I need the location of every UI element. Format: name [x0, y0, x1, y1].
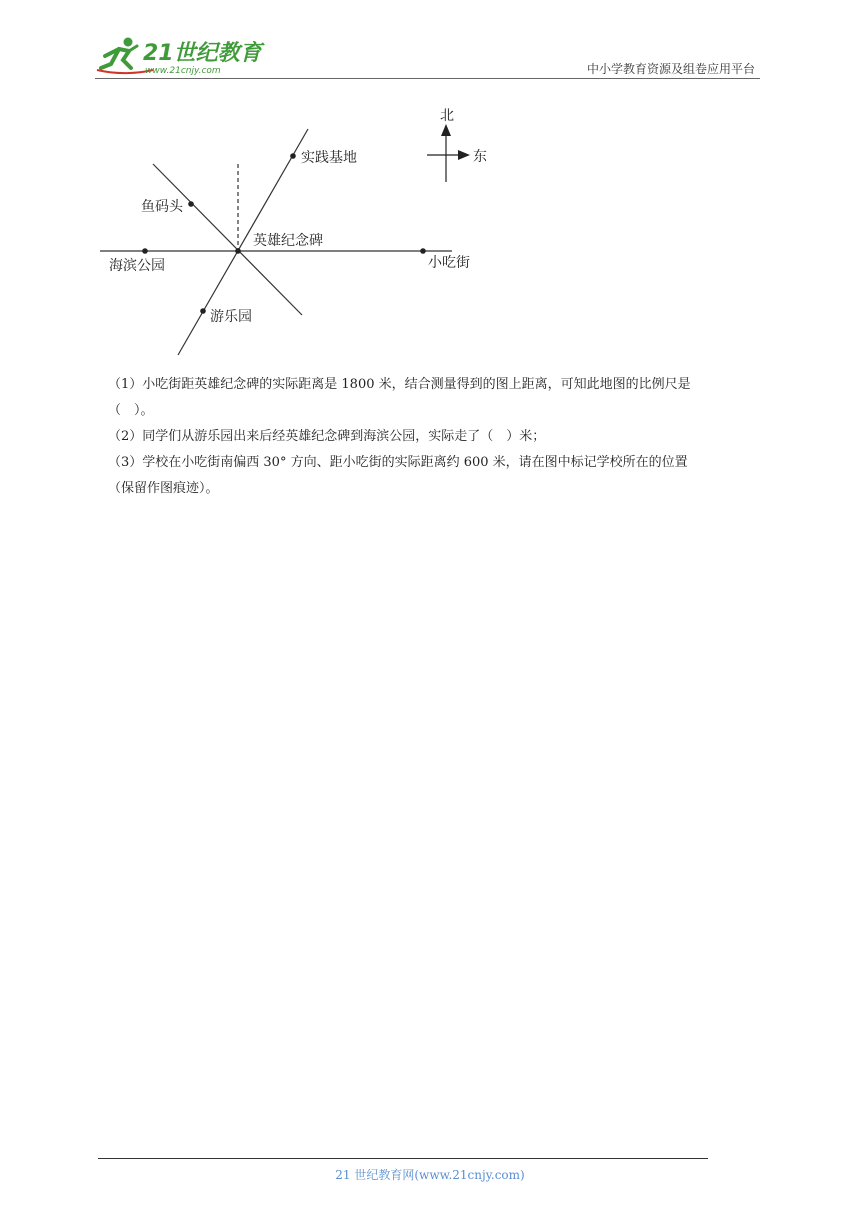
question-2-line1: （2）同学们从游乐园出来后经英雄纪念碑到海滨公园，实际走了（ ）米；: [108, 429, 546, 444]
compass-north-label: 北: [440, 108, 454, 124]
footer-divider: [98, 1158, 708, 1159]
label-seaside-park: 海滨公园: [109, 258, 165, 274]
question-list: [108, 372, 768, 502]
footer-link[interactable]: 21 世纪教育网(www.21cnjy.com): [335, 1168, 525, 1182]
label-amusement-park: 游乐园: [210, 309, 252, 325]
monument-dot: [235, 248, 241, 254]
snack-street-dot: [420, 248, 426, 254]
label-snack-street: 小吃街: [428, 255, 470, 271]
practice-base-dot: [290, 153, 296, 159]
question-2: [108, 424, 768, 450]
question-1-line1: （1）小吃街距英雄纪念碑的实际距离是 1800 米，结合测量得到的图上距离，可知此地图的比例尺是: [108, 377, 691, 392]
page-header: [95, 30, 760, 80]
header-divider: [95, 78, 760, 79]
question-1-line2: （ ）。: [108, 403, 154, 418]
logo-text: 21世纪教育: [143, 41, 262, 66]
logo-url: www.21cnjy.com: [145, 66, 221, 76]
label-practice-base: 实践基地: [301, 150, 357, 166]
compass-icon: [427, 124, 470, 182]
site-logo: [95, 34, 265, 76]
question-3-line1: （3）学校在小吃街南偏西 30° 方向、距小吃街的实际距离约 600 米，请在图中标记学校所在的位置: [108, 455, 688, 470]
label-monument: 英雄纪念碑: [253, 233, 323, 249]
seaside-park-dot: [142, 248, 148, 254]
header-tagline: 中小学教育资源及组卷应用平台: [586, 62, 755, 76]
question-3-line2: （保留作图痕迹）。: [108, 481, 219, 496]
label-fish-dock: 鱼码头: [141, 199, 183, 215]
question-3: [108, 450, 768, 502]
compass-east-label: 东: [473, 149, 487, 165]
fish-dock-dot: [188, 201, 194, 207]
question-1: [108, 372, 768, 424]
amusement-park-dot: [200, 308, 206, 314]
map-figure: [95, 100, 515, 365]
